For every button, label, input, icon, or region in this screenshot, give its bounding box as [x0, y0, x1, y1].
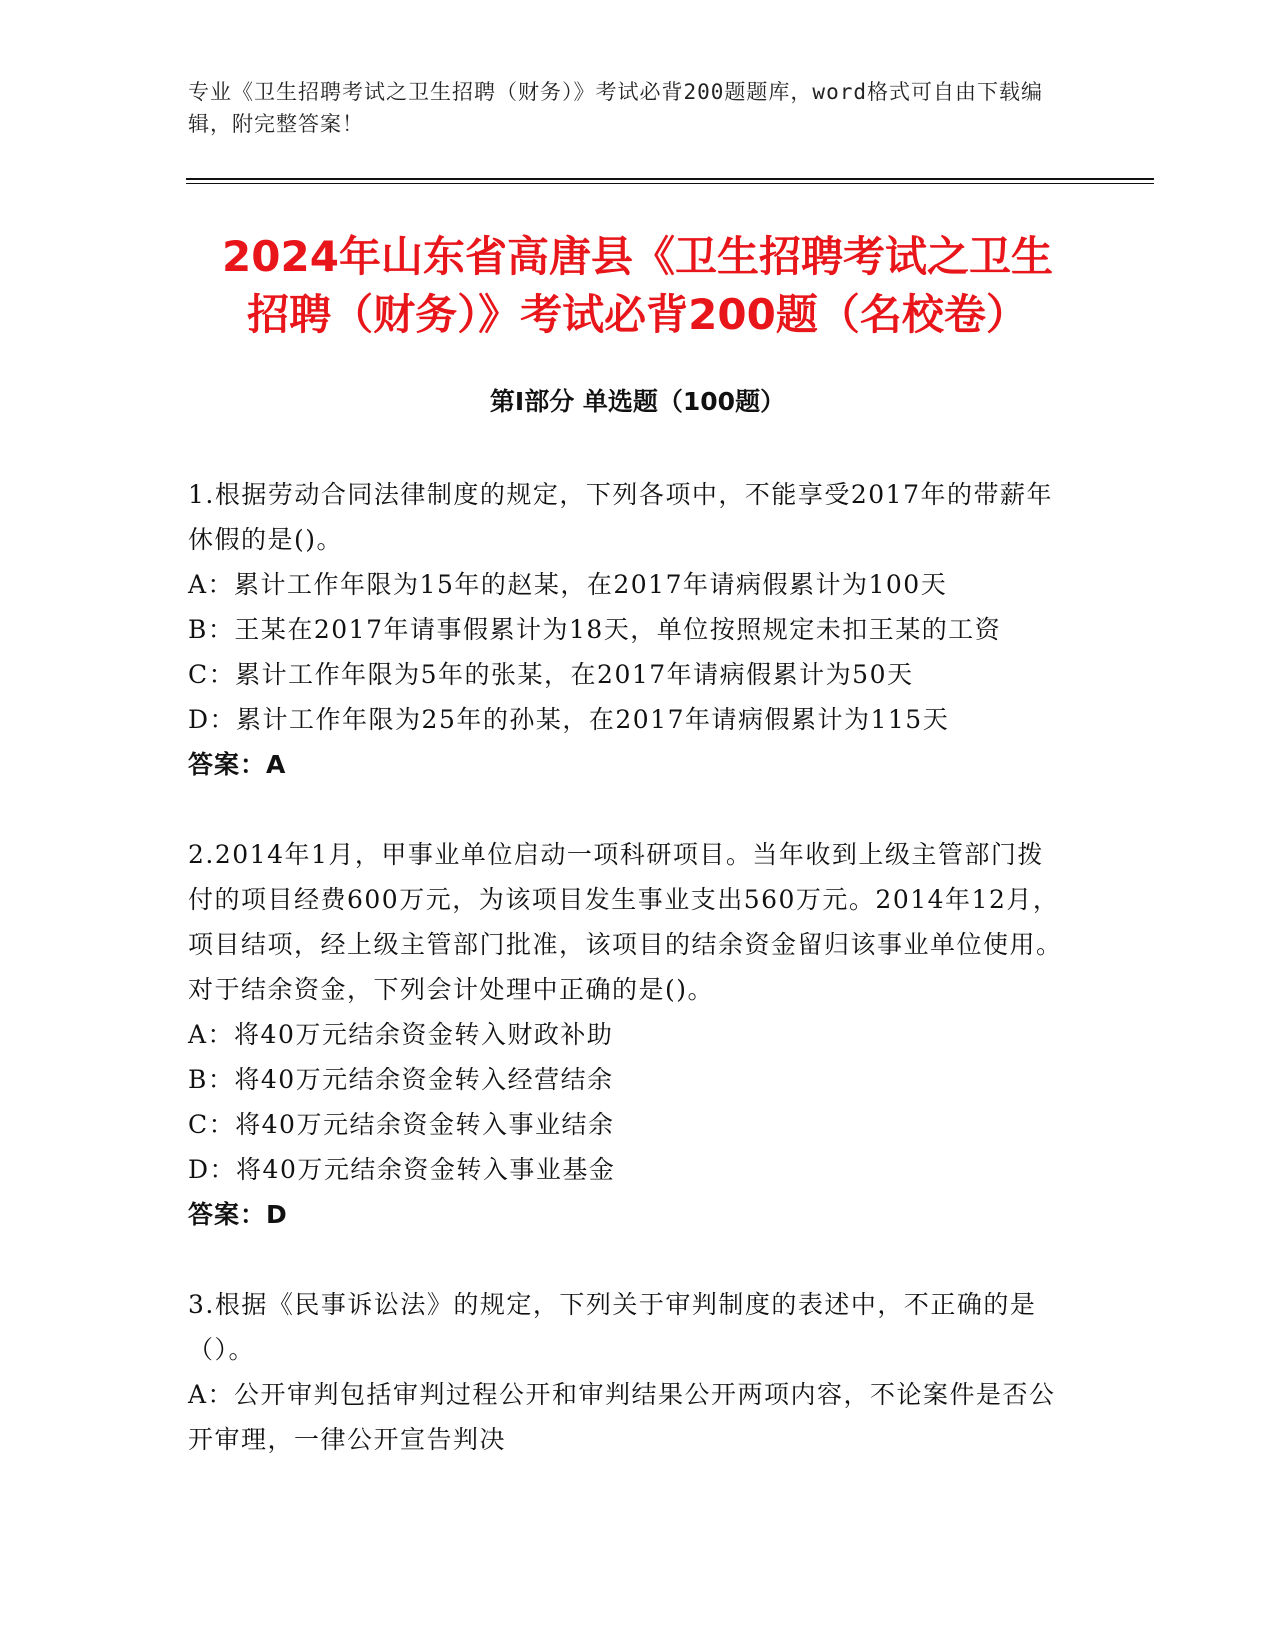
question-option-c: C：将40万元结余资金转入事业结余	[188, 1110, 615, 1139]
header-divider	[186, 178, 1154, 180]
question-answer: 答案：A	[188, 750, 287, 779]
question-3	[188, 1282, 1068, 1462]
question-1	[188, 472, 1068, 787]
question-option-b: B：王某在2017年请事假累计为18天，单位按照规定未扣王某的工资	[188, 615, 1002, 644]
question-2	[188, 832, 1068, 1237]
document-title-line-2: 招聘（财务）》考试必背200题（名校卷）	[247, 290, 1028, 339]
document-title	[150, 228, 1125, 344]
question-option-b: B：将40万元结余资金转入经营结余	[188, 1065, 614, 1094]
question-option-d: D：累计工作年限为25年的孙某，在2017年请病假累计为115天	[188, 705, 950, 734]
header-divider-thin	[186, 183, 1154, 184]
question-option-a: A：公开审判包括审判过程公开和审判结果公开两项内容，不论案件是否公开审理，一律公开宣告判决	[188, 1380, 1056, 1454]
section-title: 第Ⅰ部分 单选题（100题）	[489, 387, 786, 416]
question-stem: 3.根据《民事诉讼法》的规定，下列关于审判制度的表述中，不正确的是（）。	[188, 1290, 1037, 1364]
document-title-line-1: 2024年山东省高唐县《卫生招聘考试之卫生	[222, 232, 1053, 281]
question-option-d: D：将40万元结余资金转入事业基金	[188, 1155, 616, 1184]
header-note: 专业《卫生招聘考试之卫生招聘（财务）》考试必背200题题库，word格式可自由下载编辑，附完整答案！	[188, 80, 1043, 136]
question-option-a: A：累计工作年限为15年的赵某，在2017年请病假累计为100天	[188, 570, 948, 599]
question-answer: 答案：D	[188, 1200, 288, 1229]
question-option-c: C：累计工作年限为5年的张某，在2017年请病假累计为50天	[188, 660, 914, 689]
question-stem: 2.2014年1月，甲事业单位启动一项科研项目。当年收到上级主管部门拨付的项目经费600万元，为该项目发生事业支出560万元。2014年12月，项目结项，经上级主管部门批准，该项目的结余资金留归该事业单位使用。对于结余资金，下列会计处理中正确的是()。	[188, 840, 1063, 1004]
question-stem: 1.根据劳动合同法律制度的规定，下列各项中，不能享受2017年的带薪年休假的是()。	[188, 480, 1053, 554]
question-option-a: A：将40万元结余资金转入财政补助	[188, 1020, 614, 1049]
question-list	[188, 472, 1068, 1507]
